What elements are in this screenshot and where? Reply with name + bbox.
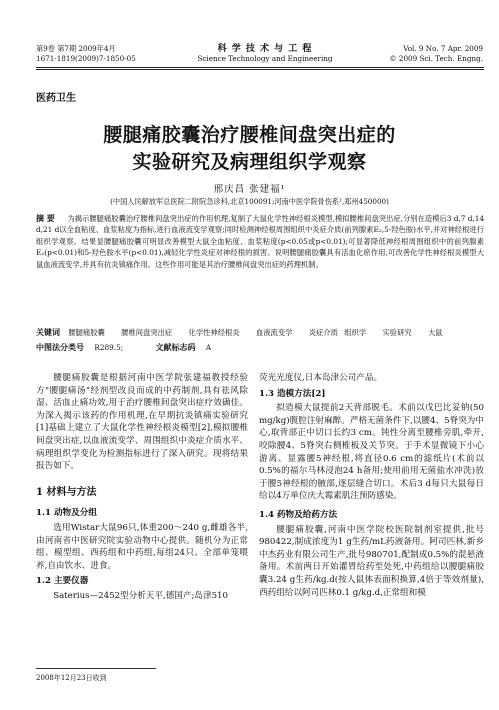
- keyword-item: 实验研究: [382, 328, 412, 337]
- animals-paragraph: 选用Wistar大鼠96只,体重200～240 g,雌雄各半,由河南省中医研究院实验动物中心提供。随机分为正常组、模型组、西药组和中药组,每组24只。全部单笼喂养,自由饮水、进食。: [36, 522, 248, 571]
- copyright-line: © 2009 Sci. Tech. Engng.: [389, 54, 483, 63]
- doc-code-value: A: [205, 343, 212, 352]
- section-label: 医药卫生: [36, 93, 76, 104]
- journal-title-cn: 科 学 技 术 与 工 程: [217, 44, 313, 54]
- heading-animals: 1.1 动物及分组: [36, 508, 97, 519]
- affiliation: (中国人民解放军总医院二附院急诊科,北京100091;河南中医学院骨伤系¹,郑州450000): [110, 197, 389, 206]
- authors: 邢庆昌 张建福¹: [213, 184, 286, 195]
- header-rule: [36, 67, 484, 68]
- keyword-item: 炎症介质: [308, 328, 338, 337]
- abstract-label: 摘 要: [36, 213, 55, 223]
- abstract: [36, 213, 484, 270]
- heading-instruments: 1.2 主要仪器: [36, 576, 89, 587]
- keywords-label: 关键词: [36, 327, 60, 337]
- drugs-paragraph: 腰腿痛胶囊,河南中医学院校医院制剂室提供,批号980422,制成浓度为1 g生药/mL药液备用。阿司匹林,新乡中杰药业有限公司生产,批号980701,配制成0.5%的混悬液备用。术前两日开始灌胃给药至处死,中药组给以腰腿痛胶囊3.24 g生药/kg.d(按人鼠体表面积换算,4倍于等效剂量),西药组给以阿司匹林0.1 g/kg.d,正常组和模: [259, 524, 484, 598]
- received-date: 2008年12月23日收到: [36, 674, 107, 682]
- page-title-line2: 实验研究及病理组织学观察: [132, 151, 367, 173]
- journal-vol-info: [389, 44, 483, 64]
- journal-title-en: Science Technology and Engineering: [197, 54, 333, 63]
- heading-model: 1.3 造模方法[2]: [259, 388, 326, 399]
- keyword-item: 腰椎间盘突出症: [121, 328, 173, 337]
- heading-methods: 1 材料与方法: [36, 486, 97, 498]
- keyword-item: 腰腿痛胶囊: [68, 328, 105, 337]
- heading-drugs: 1.4 药物及给药方法: [259, 509, 338, 520]
- clc-value: R289.5;: [94, 343, 124, 352]
- abstract-text: 为揭示腰腿痛胶囊治疗腰椎间盘突出症的作用机理,复制了大鼠化学性神经根炎模型,模拟腰椎间盘突出症,分别在造模后3 d,7 d,14 d,21 d以全血粘度、血浆粘度为指标,进行血液流变学观察;同时检测神经根周围组织中炎症介质(前列腺素E₂,5-羟色胺)水平,并对神经根进行组织学观察。结果显腰腿痛胶囊可明显改善模型大鼠全血粘度、血浆粘度(p<0.05或p<0.01);可显著降低神经根周围组织中的前列腺素E₂(p<0.01)和5-羟色胺水平(p<0.01),减轻化学性炎症对神经根的损害。说明腰腿痛胶囊具有活血化瘀作用,可改善化学性神经根炎模型大鼠血液流变学,并具有抗炎镇痛作用。这些作用可能是其治疗腰椎间盘突出症的药理机制。: [36, 214, 484, 269]
- page-title-line1: 腰腿痛胶囊治疗腰椎间盘突出症的: [103, 124, 396, 146]
- model-paragraph: 拟造模大鼠提前2天背部脱毛。术前以戊巴比妥钠(50 mg/kg)腹腔注射麻醉。严格无菌条件下,以腰4、5脊突为中心,取背部正中切口长约3 cm。钝性分离至腰椎旁肌,牵开,咬除腰4、5脊突右侧椎板及关节突。于手术显微镜下小心游离、显露腰5神经根,将直径0.6 cm的滤纸片(术前以0.5%的福尔马林浸泡24 h备用;使用前用无菌盐水冲洗)放于腰5神经根的腋部,逐层缝合切口。术后3 d每只大鼠每日给以4万单位庆大霉素肌注预防感染。: [259, 403, 484, 502]
- journal-name: [150, 44, 380, 64]
- clc-label: 中图法分类号: [36, 342, 84, 352]
- vol-line: Vol. 9 No. 7 Apr. 2009: [403, 44, 483, 53]
- classification: [36, 342, 484, 353]
- keyword-item: 大鼠: [428, 328, 443, 337]
- keywords: [36, 327, 484, 338]
- left-column: [36, 372, 248, 603]
- right-column: [259, 372, 484, 599]
- issn-line: 1671-1819(2009)7-1850-05: [36, 54, 136, 63]
- header-rule-thin: [36, 69, 484, 70]
- keyword-item: 血液流变学: [255, 328, 293, 337]
- keyword-item: 组织学: [344, 328, 367, 337]
- footnote-rule: [36, 668, 156, 669]
- right-continuation: 荧光光度仪,日本岛津公司产品。: [259, 373, 383, 383]
- issue-line: 第9卷 第7期 2009年4月: [36, 44, 116, 53]
- instruments-paragraph: Saterius—2452型分析天平,德国产;岛津510: [53, 590, 228, 601]
- journal-issue-info: [36, 44, 136, 64]
- intro-paragraph: 腰腿痛胶囊是根据河南中医学院张建福教授经验方"腰腿痛汤"经剂型改良而成的中药制剂,具有祛风除湿、活血止痛功效,用于治疗腰椎间盘突出症疗效确佳。为深入揭示该药的作用机理,在早期抗炎镇痛实验研究[1]基础上建立了大鼠化学性神经根炎模型[2],模拟腰椎间盘突出症,以血液流变学、周围组织中炎症介质水平、病理组织学变化为检测指标进行了深入研究。现将结果报告如下。: [36, 373, 248, 472]
- keyword-item: 化学性神经根炎: [188, 328, 240, 337]
- doc-code-label: 文献标志码: [155, 342, 196, 352]
